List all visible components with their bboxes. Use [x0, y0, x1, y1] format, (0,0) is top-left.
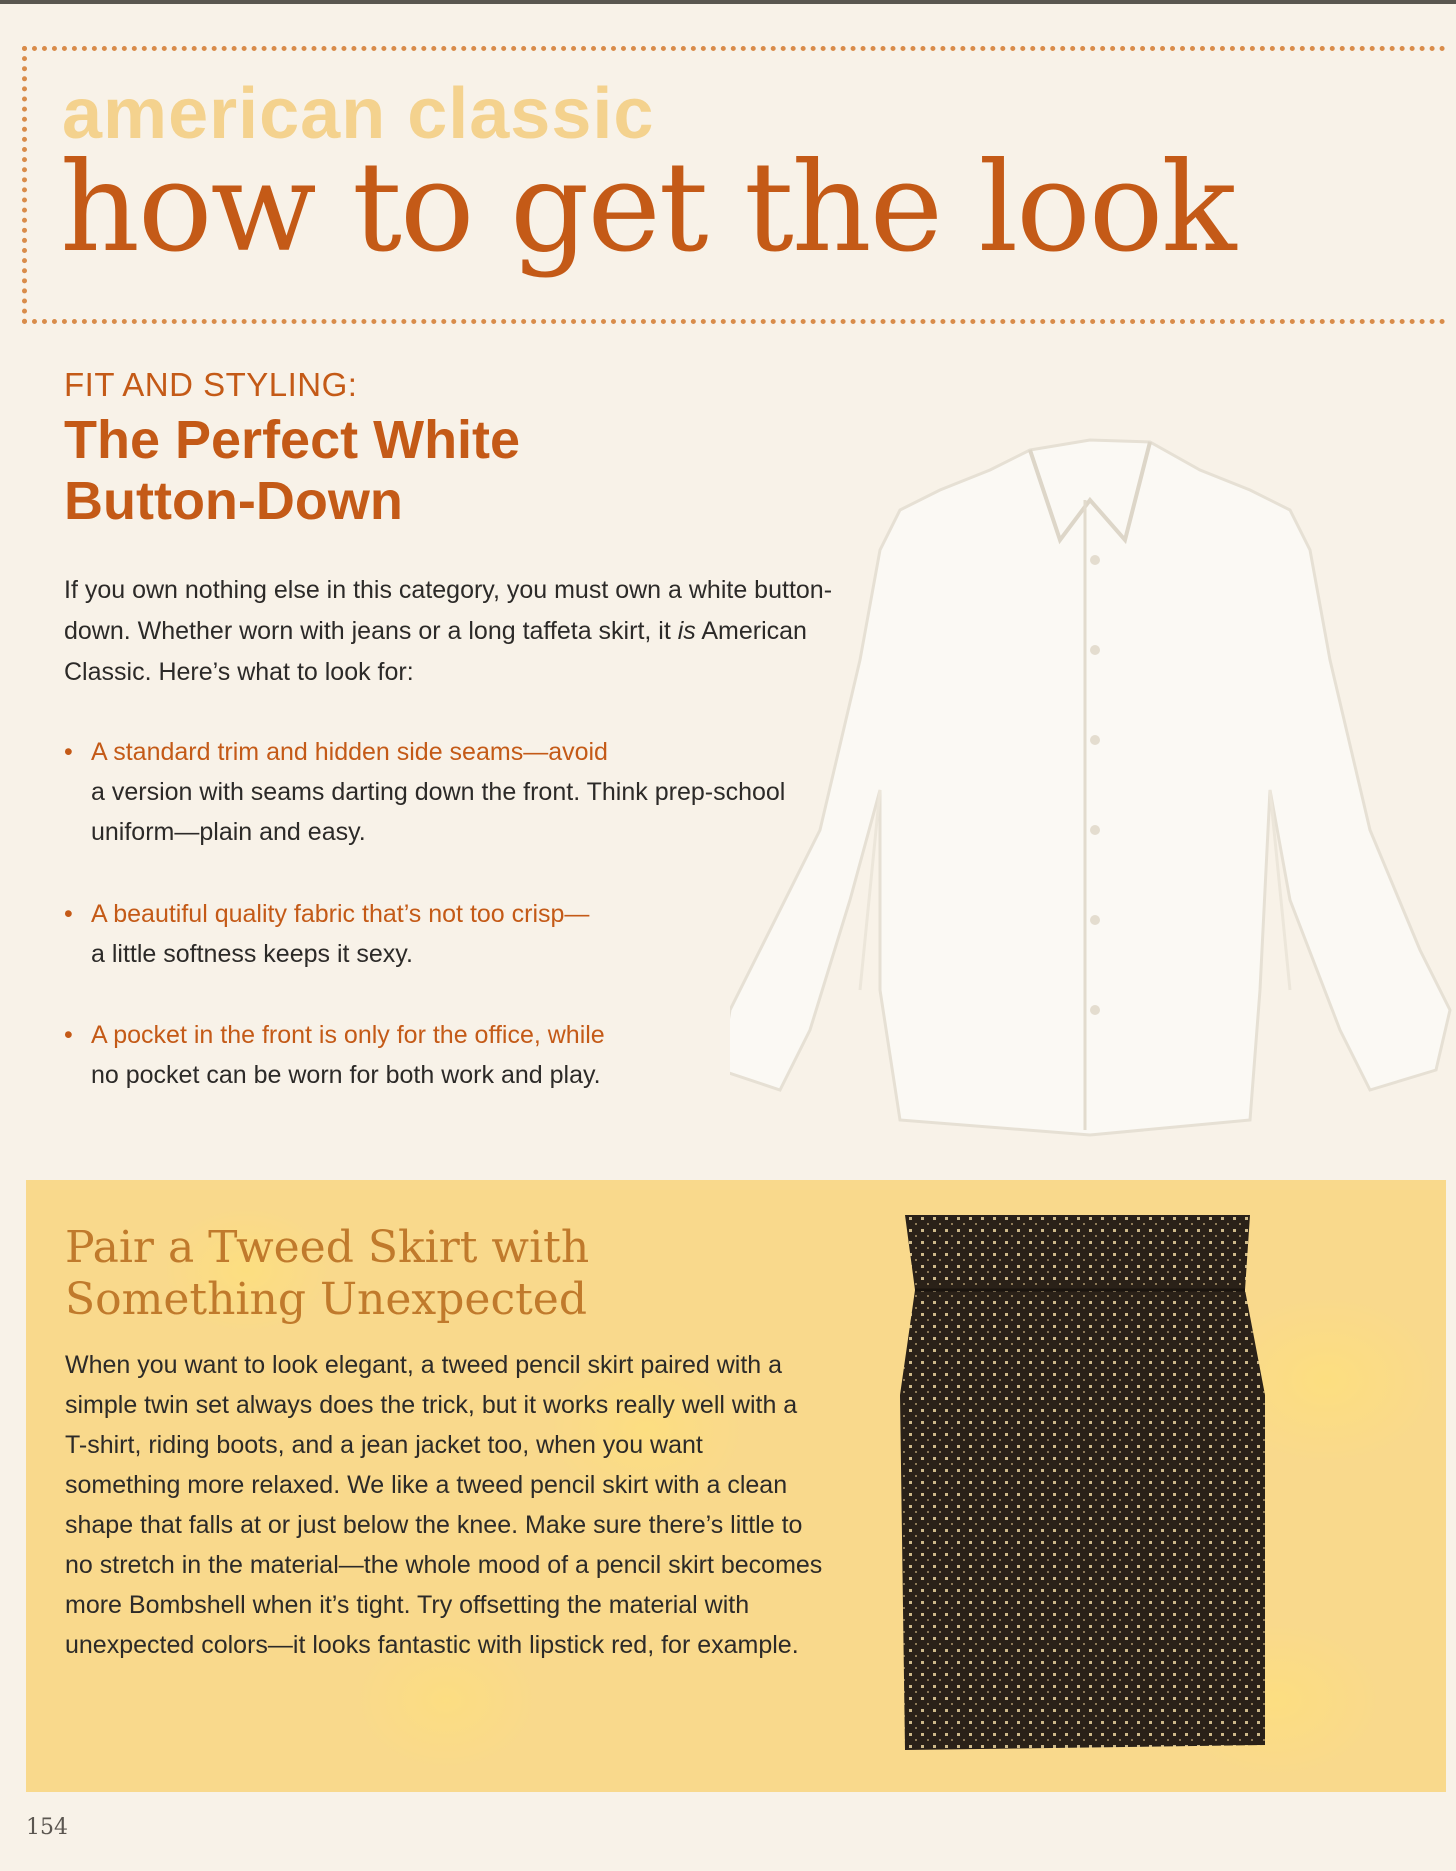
intro-text-2: American Classic. Here’s what to look for: [64, 617, 807, 686]
tweed-skirt-image [895, 1215, 1265, 1755]
panel-body: When you want to look elegant, a tweed pencil skirt paired with a simple twin set always does the trick, but it works really well with a T-shirt, riding boots, and a jean jacket too, when you want something more relaxed. We like a tweed pencil skirt with a clean shape that falls at or just below the knee. Make sure there’s little to no stretch in the material—the whole mood of a pencil skirt becomes more Bombshell when it’s tight. Try offsetting the material with unexpected colors—it looks fantastic with lipstick red, for example. [65, 1351, 823, 1659]
bullet-icon: • [64, 900, 73, 928]
tip-text: a version with seams darting down the front. Think prep-school uniform—plain and easy. [91, 778, 786, 846]
bullet-icon: • [64, 1021, 73, 1049]
list-item [64, 1015, 791, 1095]
white-shirt-image [730, 430, 1456, 1150]
page-title: how to get the look [60, 136, 1235, 280]
tip-lead: A standard trim and hidden side seams—avoid [91, 738, 608, 766]
tip-lead: A beautiful quality fabric that’s not too crisp— [91, 900, 590, 928]
list-item [64, 732, 791, 852]
top-edge [0, 0, 1456, 4]
panel-title: Pair a Tweed Skirt with Something Unexpected [65, 1222, 590, 1325]
section-label: FIT AND STYLING: [64, 366, 358, 403]
tip-text: a little softness keeps it sexy. [91, 940, 413, 968]
bullet-icon: • [64, 738, 73, 766]
header-kicker: american classic [62, 74, 655, 154]
section-title: The Perfect White Button-Down [64, 410, 521, 531]
intro-text-1: If you own nothing else in this category, you must own a white button-down. Whether worn with jeans or a long taffeta skirt, it [64, 576, 833, 645]
page-number: 154 [26, 1815, 68, 1840]
intro-paragraph [64, 570, 834, 693]
tip-text: no pocket can be worn for both work and play. [91, 1061, 601, 1089]
tip-lead: A pocket in the front is only for the office, while [91, 1021, 605, 1049]
intro-emphasis: is [677, 617, 696, 645]
list-item [64, 894, 791, 974]
